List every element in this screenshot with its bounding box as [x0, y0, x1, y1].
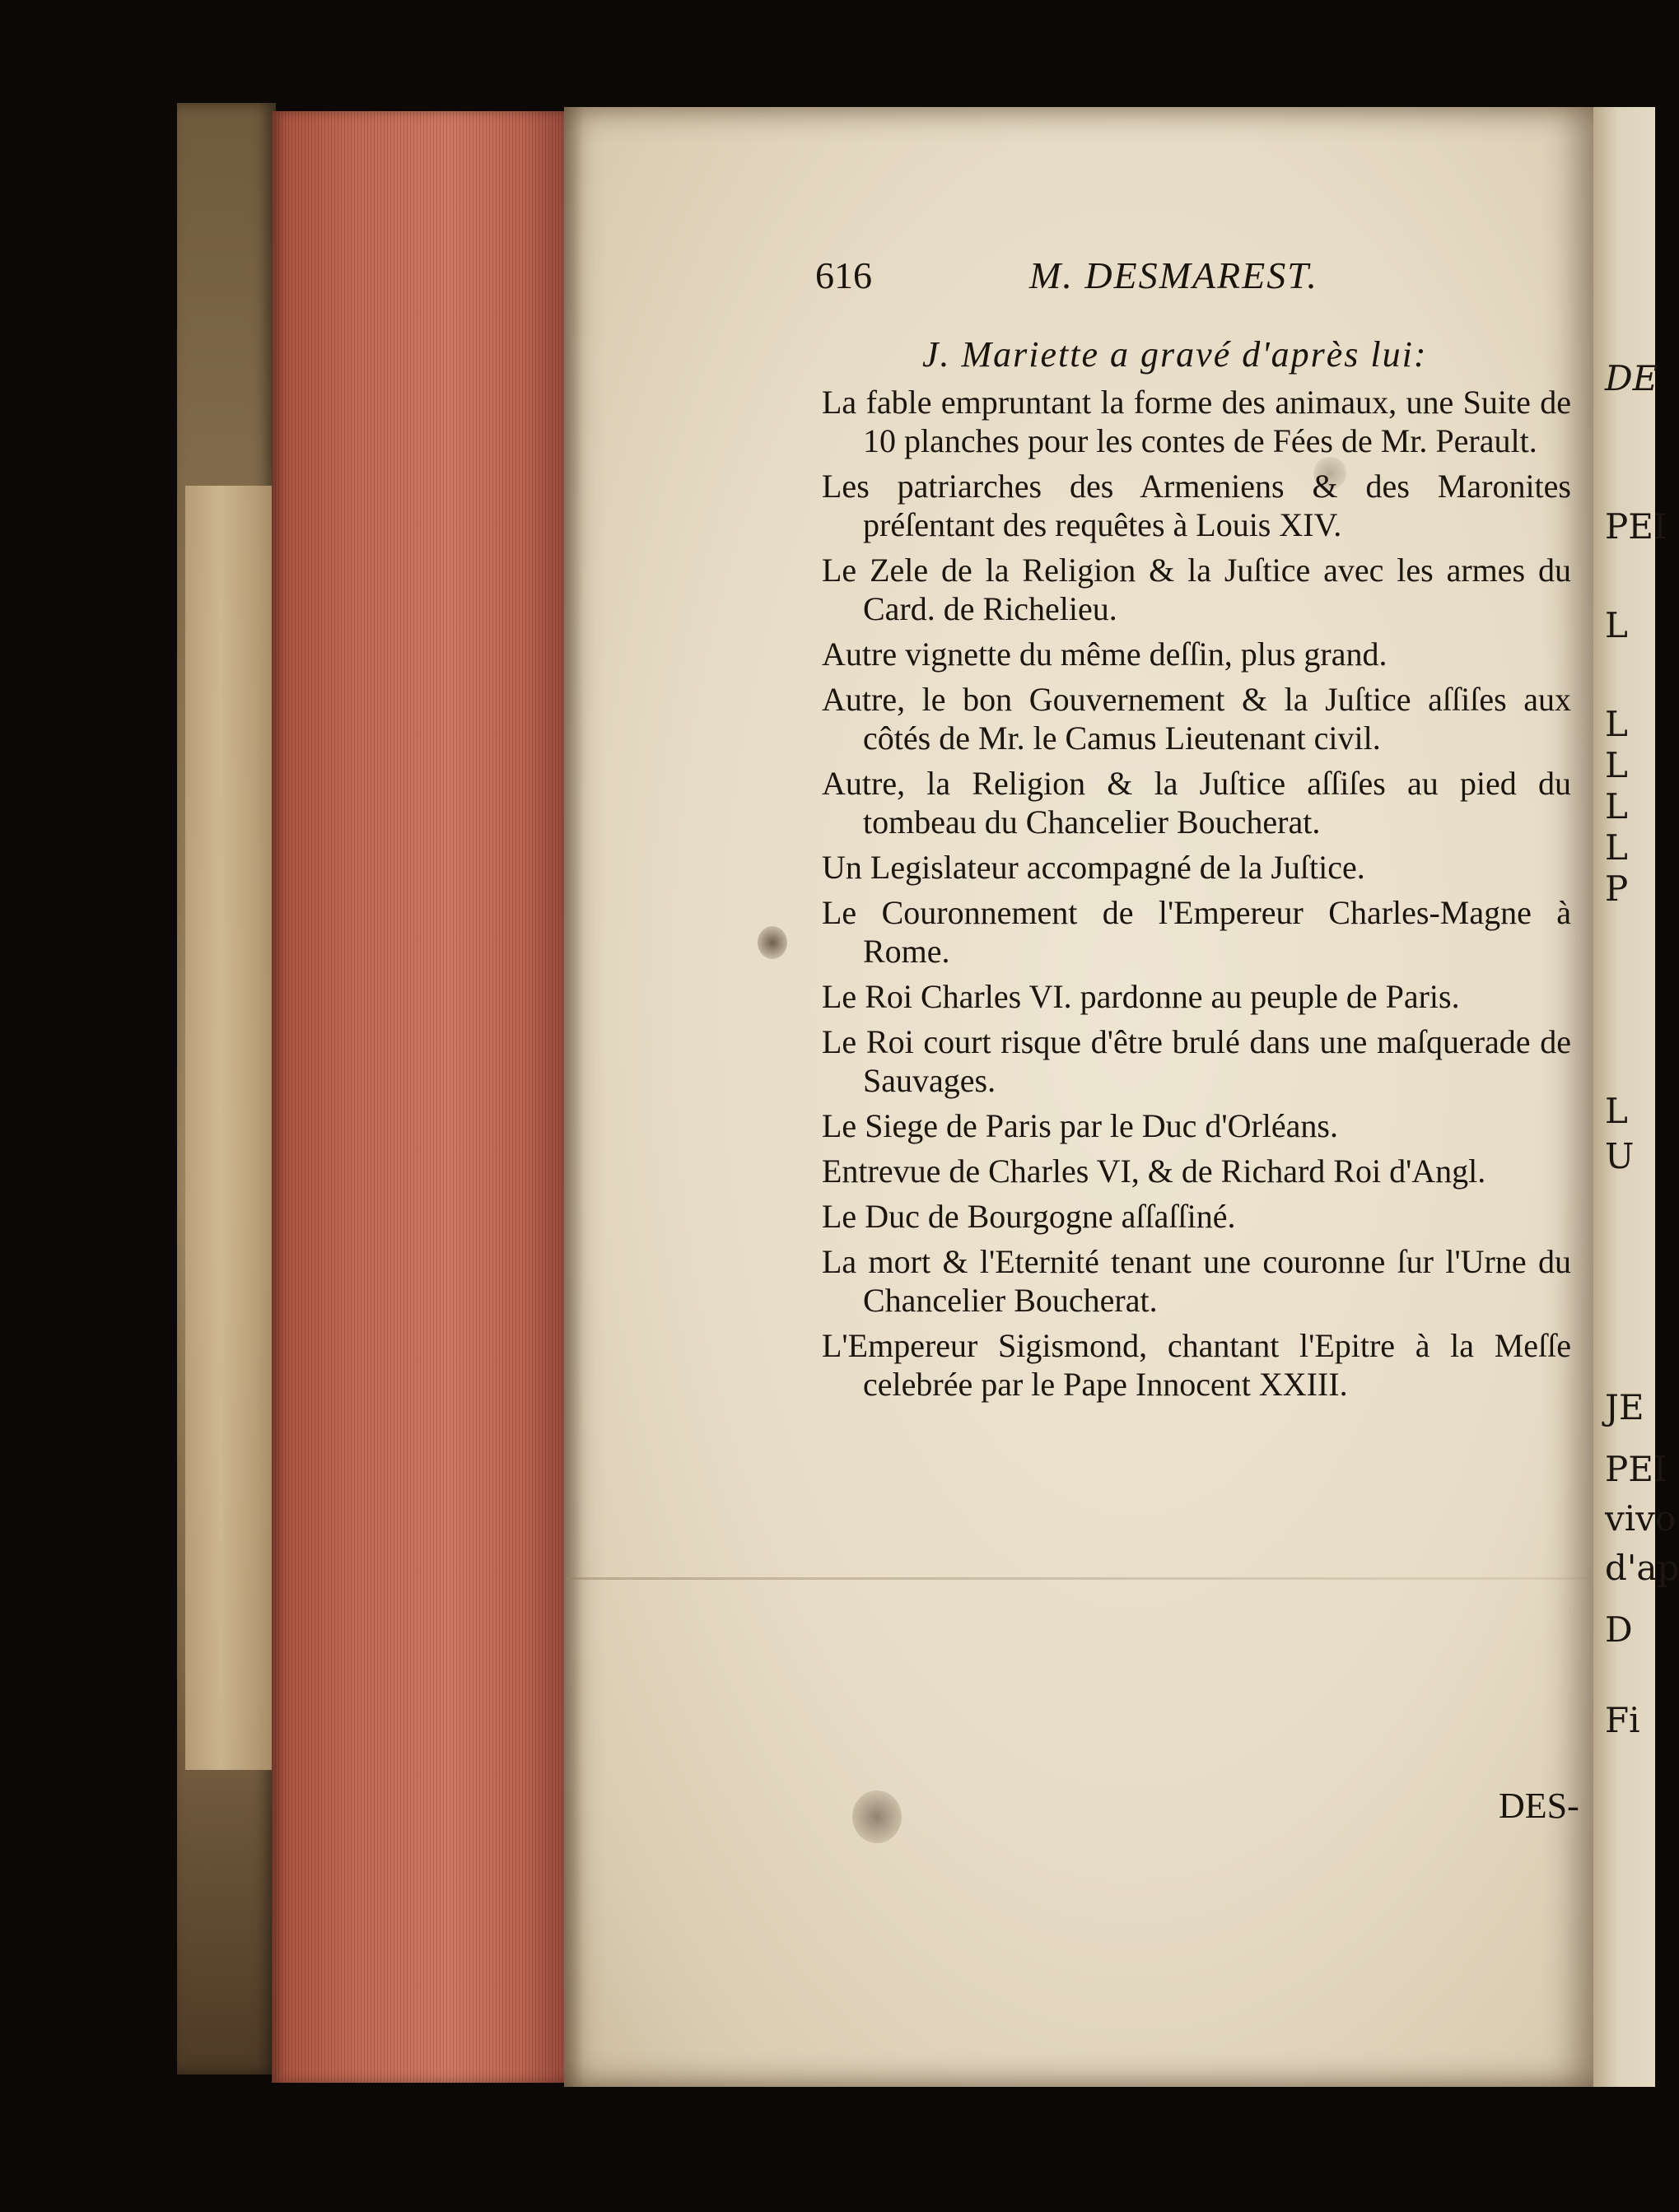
list-item: Autre, la Religion & la Juſtice aſſiſes au pied du tombeau du Chancelier Boucherat. — [822, 765, 1571, 841]
next-page-fragment: DE — [1605, 358, 1658, 398]
next-page-fragment: JE — [1605, 1387, 1644, 1427]
next-page-fragment: L — [1605, 605, 1628, 645]
next-page-fragment: P — [1605, 869, 1629, 909]
list-item: Le Zele de la Religion & la Juſtice avec les armes du Card. de Richelieu. — [822, 552, 1571, 627]
next-page-fragment: L — [1605, 745, 1628, 785]
next-page-fragment: L — [1605, 827, 1628, 868]
show-through-text — [708, 1461, 1565, 1497]
binding-band — [185, 486, 272, 1770]
list-item: Autre vignette du même deſſin, plus grand. — [822, 636, 1388, 673]
catchword: DES- — [1499, 1786, 1579, 1826]
next-page-fragment: Fi — [1605, 1700, 1640, 1740]
list-item: La mort & l'Eternité tenant une couronne ſur l'Urne du Chancelier Boucherat. — [822, 1243, 1571, 1319]
next-page-fragment: D — [1605, 1609, 1633, 1650]
next-page-fragment: L — [1605, 786, 1628, 827]
list-item: L'Empereur Sigismond, chantant l'Epitre à la Meſſe celebrée par le Pape Innocent XXIII. — [822, 1327, 1571, 1403]
section-subtitle: J. Mariette a gravé d'après lui: — [922, 334, 1428, 375]
next-page-fragment: L — [1605, 1091, 1628, 1131]
list-item: Le Siege de Paris par le Duc d'Orléans. — [822, 1107, 1338, 1144]
list-item: Le Couronnement de l'Empereur Charles-Magne à Rome. — [822, 894, 1571, 970]
page-crease — [567, 1577, 1588, 1580]
page-edges — [272, 111, 568, 2083]
next-page-fragment: U — [1605, 1136, 1635, 1176]
running-head: M. DESMAREST. — [1029, 254, 1318, 296]
list-item: Un Legislateur accompagné de la Juſtice. — [822, 849, 1365, 886]
list-item: Le Duc de Bourgogne aſſaſſiné. — [822, 1198, 1236, 1235]
adjacent-page — [1593, 107, 1679, 2087]
list-item: Le Roi Charles VI. pardonne au peuple de Paris. — [822, 978, 1460, 1015]
foxing-spot — [852, 1791, 902, 1843]
next-page-fragment: L — [1605, 704, 1628, 744]
next-page-fragment: vivo — [1605, 1498, 1677, 1539]
next-page-fragment: PEI — [1605, 1449, 1667, 1489]
page-number: 616 — [815, 254, 872, 296]
list-item: Les patriarches des Armeniens & des Maronites préſentant des requêtes à Louis XIV. — [822, 468, 1571, 543]
next-page-fragment: d'ap — [1605, 1548, 1679, 1588]
list-item: La fable empruntant la forme des animaux, une Suite de 10 planches pour les contes de Fées de Mr. Perault. — [822, 384, 1571, 459]
list-item: Le Roi court risque d'être brulé dans une maſquerade de Sauvages. — [822, 1023, 1571, 1099]
foxing-spot — [758, 926, 787, 959]
list-item: Entrevue de Charles VI, & de Richard Roi d'Angl. — [822, 1153, 1486, 1190]
engraving-list — [822, 383, 1571, 1410]
next-page-fragment: PEI — [1605, 506, 1667, 547]
list-item: Autre, le bon Gouvernement & la Juſtice aſſiſes aux côtés de Mr. le Camus Lieutenant civil. — [822, 681, 1571, 757]
page-fold — [564, 107, 584, 2087]
